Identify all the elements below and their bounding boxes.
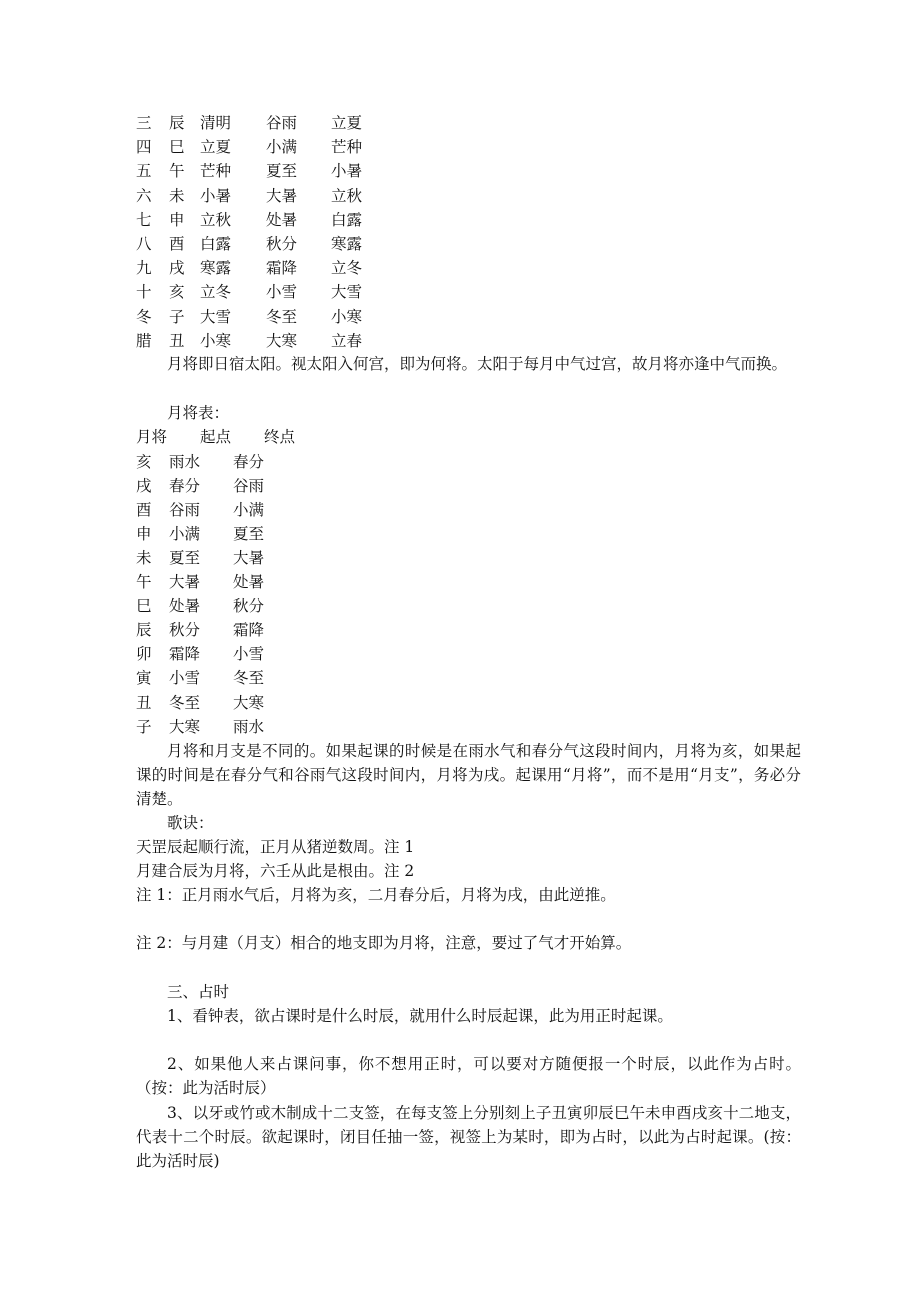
month-table-cell: 十 xyxy=(136,283,152,302)
yuejiang-table-row xyxy=(136,618,436,642)
month-table-cell: 六 xyxy=(136,186,152,205)
yuejiang-table-row xyxy=(136,498,436,522)
month-table-cell: 四 xyxy=(136,138,152,157)
yuejiang-table-cell: 大寒 xyxy=(169,717,201,736)
yuejiang-table-cell: 冬至 xyxy=(233,669,265,688)
yuejiang-table-row xyxy=(136,474,436,498)
month-table-cell: 子 xyxy=(169,307,185,326)
month-table-cell: 冬 xyxy=(136,307,152,326)
month-table-row xyxy=(136,159,436,183)
note-1: 注 1：正月雨水气后，月将为亥，二月春分后，月将为戌，由此逆推。 xyxy=(136,886,616,904)
yuejiang-table-cell: 冬至 xyxy=(169,693,201,712)
month-table-cell: 午 xyxy=(169,162,185,181)
yuejiang-table-cell: 春分 xyxy=(169,476,201,495)
month-table-row xyxy=(136,305,436,329)
month-table-cell: 立夏 xyxy=(331,114,363,132)
month-table-cell: 丑 xyxy=(169,331,185,350)
month-table-row xyxy=(136,208,436,232)
yuejiang-table-cell: 寅 xyxy=(136,669,152,688)
month-table-cell: 三 xyxy=(136,114,152,132)
month-table-cell: 大寒 xyxy=(266,331,298,350)
yuejiang-table-cell: 霜降 xyxy=(169,645,201,664)
month-table-cell: 冬至 xyxy=(266,307,298,326)
yuejiang-table-cell: 小雪 xyxy=(233,645,265,664)
yuejiang-table-row xyxy=(136,570,436,594)
month-table-cell: 亥 xyxy=(169,283,185,302)
yuejiang-table-row xyxy=(136,642,436,666)
yuejiang-table-cell: 小满 xyxy=(233,500,265,519)
month-table-cell: 清明 xyxy=(200,114,232,132)
month-table-cell: 寒露 xyxy=(331,235,363,253)
month-table-cell: 辰 xyxy=(169,114,185,132)
month-table-cell: 立冬 xyxy=(331,259,363,278)
month-table-cell: 小暑 xyxy=(331,162,363,181)
month-table-cell: 小寒 xyxy=(331,307,363,326)
yuejiang-table-cell: 雨水 xyxy=(169,452,201,471)
yuejiang-table-cell: 申 xyxy=(136,524,152,543)
note-2: 注 2：与月建（月支）相合的地支即为月将，注意，要过了气才开始算。 xyxy=(136,934,632,952)
month-table-cell: 八 xyxy=(136,235,152,253)
yuejiang-table-header xyxy=(136,425,436,449)
month-table-row xyxy=(136,232,436,256)
month-table-cell: 芒种 xyxy=(200,162,232,181)
month-table-row xyxy=(136,329,436,353)
month-table-cell: 寒露 xyxy=(200,259,232,278)
month-table-cell: 申 xyxy=(169,210,185,229)
yuejiang-table-cell: 秋分 xyxy=(233,597,265,616)
yuejiang-table-cell: 谷雨 xyxy=(169,500,201,519)
month-table-cell: 五 xyxy=(136,162,152,181)
yuejiang-table-cell: 亥 xyxy=(136,452,152,471)
month-table-cell: 小雪 xyxy=(266,283,298,302)
month-table-row xyxy=(136,184,436,208)
month-table-cell: 九 xyxy=(136,259,152,278)
yuejiang-table-cell: 大暑 xyxy=(169,573,201,591)
month-table-cell: 处暑 xyxy=(266,210,298,229)
month-table-cell: 酉 xyxy=(169,235,185,253)
yuejiang-table-row xyxy=(136,594,436,618)
yuejiang-table-row xyxy=(136,450,436,474)
month-table-row xyxy=(136,111,436,135)
month-table-cell: 立夏 xyxy=(200,138,232,157)
yuejiang-table-cell: 子 xyxy=(136,717,152,736)
month-table-cell: 立秋 xyxy=(200,210,232,229)
month-table-row xyxy=(136,256,436,280)
month-table-cell: 七 xyxy=(136,210,152,229)
month-table-cell: 霜降 xyxy=(266,259,298,278)
month-table-cell: 大雪 xyxy=(331,283,363,302)
yuejiang-table-cell: 谷雨 xyxy=(233,476,265,495)
month-table-cell: 未 xyxy=(169,186,185,205)
header-yuejiang: 月将 xyxy=(136,428,168,446)
yuejiang-table-row xyxy=(136,715,436,739)
month-table-cell: 戌 xyxy=(169,259,185,278)
yuejiang-table-cell: 小雪 xyxy=(169,669,201,688)
month-table-cell: 立秋 xyxy=(331,186,363,205)
month-table-cell: 小寒 xyxy=(200,331,232,350)
song-line-1: 天罡辰起顺行流，正月从猪逆数周。注 1 xyxy=(136,838,415,856)
month-table-cell: 白露 xyxy=(331,210,363,229)
yuejiang-table-cell: 辰 xyxy=(136,621,152,640)
header-end: 终点 xyxy=(264,428,296,446)
yuejiang-table-cell: 卯 xyxy=(136,645,152,664)
yuejiang-table-cell: 巳 xyxy=(136,597,152,616)
item-2: 2、如果他人来占课问事，你不想用正时，可以要对方随便报一个时辰，以此作为占时。（按：此为活时辰） xyxy=(136,1055,801,1098)
month-table-cell: 立春 xyxy=(331,331,363,350)
month-table-cell: 秋分 xyxy=(266,235,298,253)
yuejiang-table-row xyxy=(136,666,436,690)
header-start: 起点 xyxy=(200,428,232,446)
yuejiang-table-cell: 春分 xyxy=(233,452,265,471)
yuejiang-table-cell: 大暑 xyxy=(233,548,265,567)
yuejiang-table-cell: 处暑 xyxy=(169,597,201,616)
month-table-cell: 小暑 xyxy=(200,186,232,205)
yuejiang-table-cell: 午 xyxy=(136,573,152,591)
month-table-cell: 巳 xyxy=(169,138,185,157)
yuejiang-table-row xyxy=(136,546,436,570)
section-3-title: 三、占时 xyxy=(167,983,230,1001)
yuejiang-table-title: 月将表： xyxy=(167,404,230,422)
item-1: 1、看钟表，欲占课时是什么时辰，就用什么时辰起课，此为用正时起课。 xyxy=(167,1007,673,1025)
song-title: 歌诀： xyxy=(167,814,214,832)
yuejiang-table-cell: 大寒 xyxy=(233,693,265,712)
month-table-row xyxy=(136,280,436,304)
yuejiang-table-cell: 夏至 xyxy=(233,524,265,543)
yuejiang-table-cell: 戌 xyxy=(136,476,152,495)
yuejiang-table-cell: 夏至 xyxy=(169,548,201,567)
month-table-cell: 腊 xyxy=(136,331,152,350)
month-table-cell: 大暑 xyxy=(266,186,298,205)
month-table-cell: 白露 xyxy=(200,235,232,253)
yuejiang-table-cell: 小满 xyxy=(169,524,201,543)
paragraph-yuejiang-definition: 月将即日宿太阳。视太阳入何宫，即为何将。太阳于每月中气过宫，故月将亦逢中气而换。 xyxy=(167,355,788,373)
month-table-cell: 谷雨 xyxy=(266,114,298,132)
yuejiang-table-cell: 酉 xyxy=(136,500,152,519)
month-table-cell: 大雪 xyxy=(200,307,232,326)
month-table-row xyxy=(136,135,436,159)
yuejiang-table-cell: 未 xyxy=(136,548,152,567)
yuejiang-table-cell: 丑 xyxy=(136,693,152,712)
song-line-2: 月建合辰为月将，六壬从此是根由。注 2 xyxy=(136,862,415,880)
yuejiang-table-cell: 秋分 xyxy=(169,621,201,640)
month-table-cell: 芒种 xyxy=(331,138,363,157)
month-table-cell: 小满 xyxy=(266,138,298,157)
yuejiang-table-row xyxy=(136,522,436,546)
month-table-cell: 立冬 xyxy=(200,283,232,302)
yuejiang-table-cell: 雨水 xyxy=(233,717,265,736)
month-table-cell: 夏至 xyxy=(266,162,298,181)
yuejiang-table-row xyxy=(136,691,436,715)
paragraph-difference: 月将和月支是不同的。如果起课的时候是在雨水气和春分气这段时间内，月将为亥，如果起课的时间是在春分气和谷雨气这段时间内，月将为戌。起课用“月将”，而不是用“月支”，务必分清楚。 xyxy=(136,742,801,809)
item-3: 3、以牙或竹或木制成十二支签，在每支签上分别刻上子丑寅卯辰巳午未申酉戌亥十二地支，代表十二个时辰。欲起课时，闭目任抽一签，视签上为某时，即为占时，以此为占时起课。(按：此为活时辰) xyxy=(136,1104,801,1171)
yuejiang-table-cell: 霜降 xyxy=(233,621,265,640)
yuejiang-table-cell: 处暑 xyxy=(233,573,265,591)
